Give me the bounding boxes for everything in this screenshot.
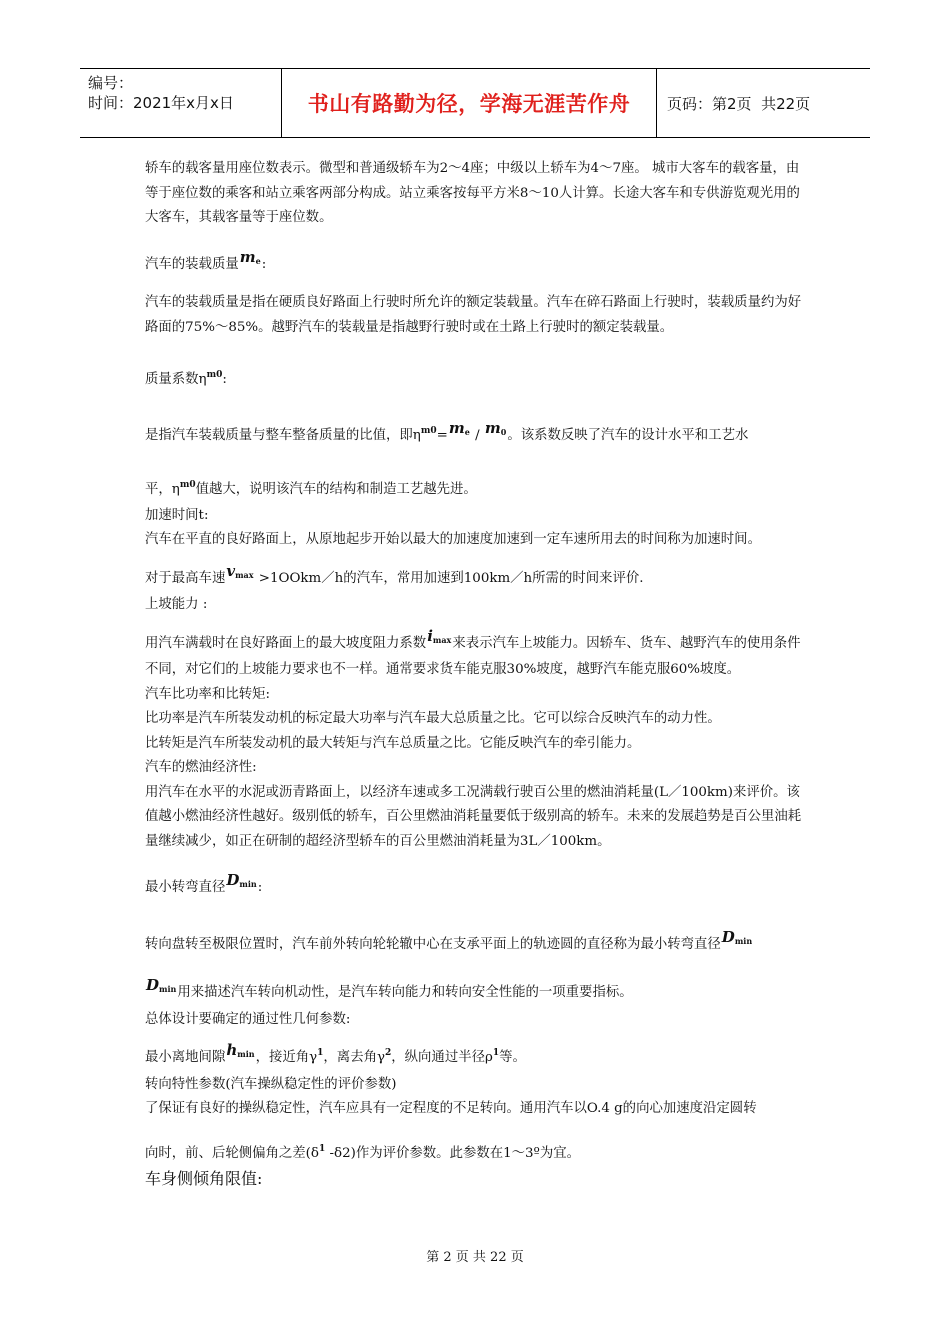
formula-symbol-vmax: $v_{max}$ <box>226 561 254 580</box>
heading-load-mass: 汽车的装载质量$m_e$: <box>145 247 267 272</box>
document-number-label: 编号： <box>88 74 134 92</box>
paragraph-steering-2: 向时，前、后轮侧偏角之差($\delta^1$ -δ2)作为评价参数。此参数在1～3º为宜。 <box>145 1143 581 1161</box>
paragraph-specific-torque: 比转矩是汽车所装发动机的最大转矩与汽车总质量之比。它能反映汽车的牵引能力。 <box>145 735 641 751</box>
formula-symbol-dmin: $D_{min}$ <box>226 871 257 889</box>
heading-fuel-economy: 汽车的燃油经济性: <box>145 760 257 775</box>
formula-symbol-imax: $i_{max}$ <box>427 626 452 645</box>
heading-body-roll-limit: 车身侧倾角限值: <box>145 1169 263 1188</box>
heading-mass-coefficient: 质量系数$\eta^{m0}$: <box>145 370 227 387</box>
paragraph-mass-coefficient-1: 是指汽车装载质量与整车整备质量的比值，即$\eta^{m0}=m_e / m_0$。该系数反映了汽车的设计水平和工艺水 <box>145 418 749 443</box>
document-time-label: 时间：2021年x月x日 <box>88 94 234 112</box>
formula-symbol-m0: $m_0$ <box>484 418 507 437</box>
paragraph-climbing-ability: 用汽车满载时在良好路面上的最大坡度阻力系数$i_{max}$来表示汽车上坡能力。因轿车、货车、越野汽车的使用条件不同，对它们的上坡能力要求也不一样。通常要求货车能克服30%坡度，越野汽车能克服60%坡度。 <box>145 626 801 677</box>
heading-specific-power: 汽车比功率和比转矩: <box>145 686 271 702</box>
paragraph-turning-1: 转向盘转至极限位置时，汽车前外转向轮轮辙中心在支承平面上的轨迹圆的直径称为最小转弯直径$D_{min}$ <box>145 927 753 952</box>
page-header <box>80 68 870 138</box>
paragraph-acceleration-2: 对于最高车速$v_{max}$ >1OOkm／h的汽车，常用加速到100km／h所需的时间来评价. <box>145 561 644 586</box>
paragraph-specific-power: 比功率是汽车所装发动机的标定最大功率与汽车最大总质量之比。它可以综合反映汽车的动力性。 <box>145 711 721 726</box>
paragraph-load-mass: 汽车的装载质量是指在硬质良好路面上行驶时所允许的额定装载量。汽车在碎石路面上行驶时，装载质量约为好路面的75%～85%。越野汽车的装载量是指越野行驶时或在土路上行驶时的额定装载量。 <box>145 295 802 335</box>
formula-symbol-me: $m_e$ <box>448 418 470 437</box>
paragraph-passability: 最小离地间隙$h_{min}$，接近角$\gamma^1$，离去角$\gamma^2$，纵向通过半径$\rho^1$等。 <box>145 1041 526 1065</box>
formula-symbol-hmin: $h_{min}$ <box>226 1041 255 1059</box>
paragraph-seating: 轿车的载客量用座位数表示。微型和普通级轿车为2～4座；中级以上轿车为4～7座。 城市大客车的载客量，由等于座位数的乘客和站立乘客两部分构成。站立乘客按每平方米8～10人计算。长途大客车和专供游览观光用的大客车，其载客量等于座位数。 <box>145 161 800 225</box>
formula-symbol-dmin: $D_{min}$ <box>721 927 753 946</box>
page-footer: 第 2 页 共 22 页 <box>426 1250 524 1265</box>
heading-passability: 总体设计要确定的通过性几何参数: <box>145 1011 351 1027</box>
paragraph-fuel-economy: 用汽车在水平的水泥或沥青路面上，以经济车速或多工况满载行驶百公里的燃油消耗量(L／100km)来评价。该值越小燃油经济性越好。级别低的轿车，百公里燃油消耗量要低于级别高的轿车。未来的发展趋势是百公里油耗量继续减少，如正在研制的超经济型轿车的百公里燃油消耗量为3L／100km。 <box>145 784 802 849</box>
header-meta <box>80 69 282 137</box>
formula-subscript-m0: m0 <box>420 425 437 436</box>
formula-subscript-m0: m0 <box>179 480 196 490</box>
formula-subscript-m0: m0 <box>206 370 223 380</box>
paragraph-acceleration-1: 汽车在平直的良好路面上，从原地起步开始以最大的加速度加速到一定车速所用去的时间称为加速时间。 <box>145 532 761 547</box>
heading-min-turning-diameter: 最小转弯直径$D_{min}$: <box>145 871 263 895</box>
heading-acceleration-time: 加速时间t: <box>145 507 209 523</box>
paragraph-mass-coefficient-2: 平，$\eta^{m0}$值越大，说明该汽车的结构和制造工艺越先进。 <box>145 480 477 497</box>
formula-symbol-dmin: $D_{min}$ <box>146 976 177 994</box>
document-body <box>145 157 810 1192</box>
paragraph-turning-2: $D_{min}$用来描述汽车转向机动性，是汽车转向能力和转向安全性能的一项重要指标。 <box>146 976 633 1000</box>
header-page-info <box>657 69 870 137</box>
header-page-label: 页码：第2页 共22页 <box>667 94 811 113</box>
paragraph-steering-1: 了保证有良好的操纵稳定性，汽车应具有一定程度的不足转向。通用汽车以O.4 g的向心加速度沿定圆转 <box>145 1101 757 1116</box>
heading-steering-characteristics: 转向特性参数(汽车操纵稳定性的评价参数) <box>145 1076 397 1092</box>
heading-climbing-ability: 上坡能力 : <box>145 597 208 612</box>
header-motto: 书山有路勤为径，学海无涯苦作舟 <box>282 69 657 137</box>
formula-symbol-me: $m_e$ <box>239 247 261 266</box>
